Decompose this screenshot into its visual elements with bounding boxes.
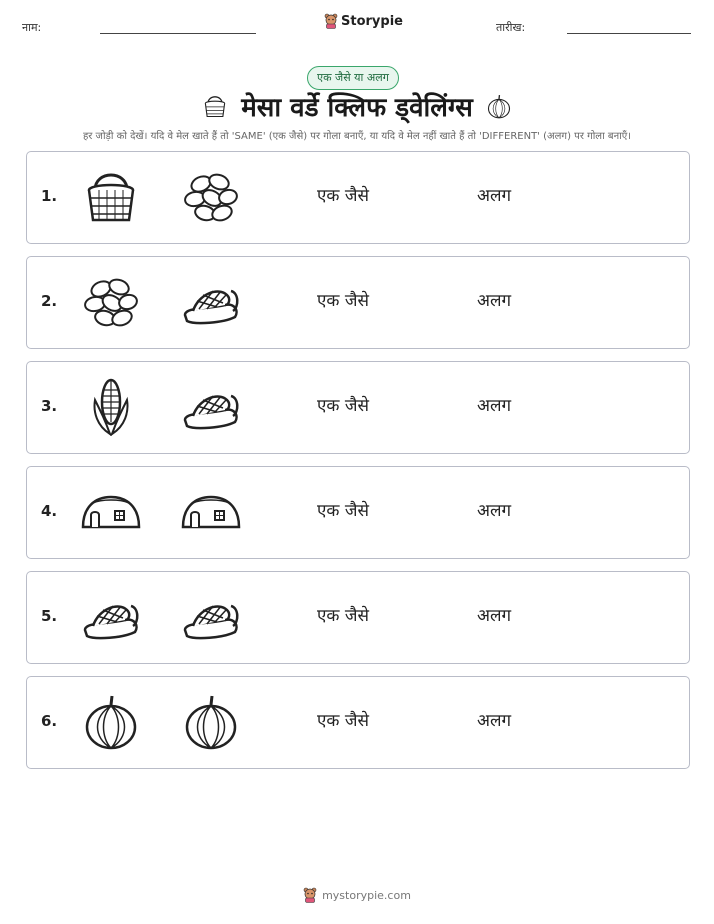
- option-different[interactable]: अलग: [477, 291, 512, 311]
- question-number: 1.: [41, 187, 58, 205]
- question-row-4: [26, 466, 690, 559]
- footer-url[interactable]: mystorypie.com: [322, 888, 411, 902]
- question-number: 4.: [41, 502, 58, 520]
- pumpkin-icon: [485, 92, 513, 120]
- brand-name: Storypie: [341, 13, 403, 29]
- hut-image: [79, 481, 143, 541]
- option-same[interactable]: एक जैसे: [317, 606, 369, 626]
- footer: [0, 887, 714, 903]
- option-same[interactable]: एक जैसे: [317, 711, 369, 731]
- question-number: 3.: [41, 397, 58, 415]
- option-different[interactable]: अलग: [477, 186, 512, 206]
- worksheet-title: मेसा वर्डे क्लिफ ड्वेलिंग्स: [241, 93, 473, 123]
- beans-image: [179, 166, 243, 226]
- beans-image: [79, 271, 143, 331]
- basket-icon: [201, 91, 229, 121]
- date-label: तारीख:: [496, 21, 526, 34]
- question-row-6: [26, 676, 690, 769]
- option-same[interactable]: एक जैसे: [317, 186, 369, 206]
- date-line[interactable]: [567, 33, 691, 34]
- sandal-image: [79, 586, 143, 646]
- storypie-mascot-icon: [303, 887, 317, 903]
- basket-image: [79, 166, 143, 226]
- option-different[interactable]: अलग: [477, 606, 512, 626]
- pumpkin-image: [79, 691, 143, 751]
- question-row-1: [26, 151, 690, 244]
- name-line[interactable]: [100, 33, 256, 34]
- question-row-3: [26, 361, 690, 454]
- question-number: 6.: [41, 712, 58, 730]
- sandal-image: [179, 376, 243, 436]
- option-different[interactable]: अलग: [477, 711, 512, 731]
- hut-image: [179, 481, 243, 541]
- pumpkin-image: [179, 691, 243, 751]
- option-same[interactable]: एक जैसे: [317, 501, 369, 521]
- name-label: नाम:: [22, 21, 42, 34]
- instructions: हर जोड़ी को देखें। यदि वे मेल खाते हैं तो 'SAME' (एक जैसे) पर गोला बनाएँ, या यदि वे मेल नहीं खाते हैं तो 'DIFFERENT' (अलग) पर गोला बनाएँ।: [82, 131, 632, 142]
- option-different[interactable]: अलग: [477, 396, 512, 416]
- worksheet-type-badge: एक जैसे या अलग: [307, 66, 399, 90]
- option-same[interactable]: एक जैसे: [317, 291, 369, 311]
- sandal-image: [179, 586, 243, 646]
- corn-image: [79, 376, 143, 436]
- question-row-5: [26, 571, 690, 664]
- title-row: [0, 88, 714, 124]
- question-row-2: [26, 256, 690, 349]
- storypie-mascot-icon: [324, 13, 338, 29]
- option-same[interactable]: एक जैसे: [317, 396, 369, 416]
- question-number: 5.: [41, 607, 58, 625]
- brand-logo: [324, 13, 403, 29]
- sandal-image: [179, 271, 243, 331]
- option-different[interactable]: अलग: [477, 501, 512, 521]
- question-number: 2.: [41, 292, 58, 310]
